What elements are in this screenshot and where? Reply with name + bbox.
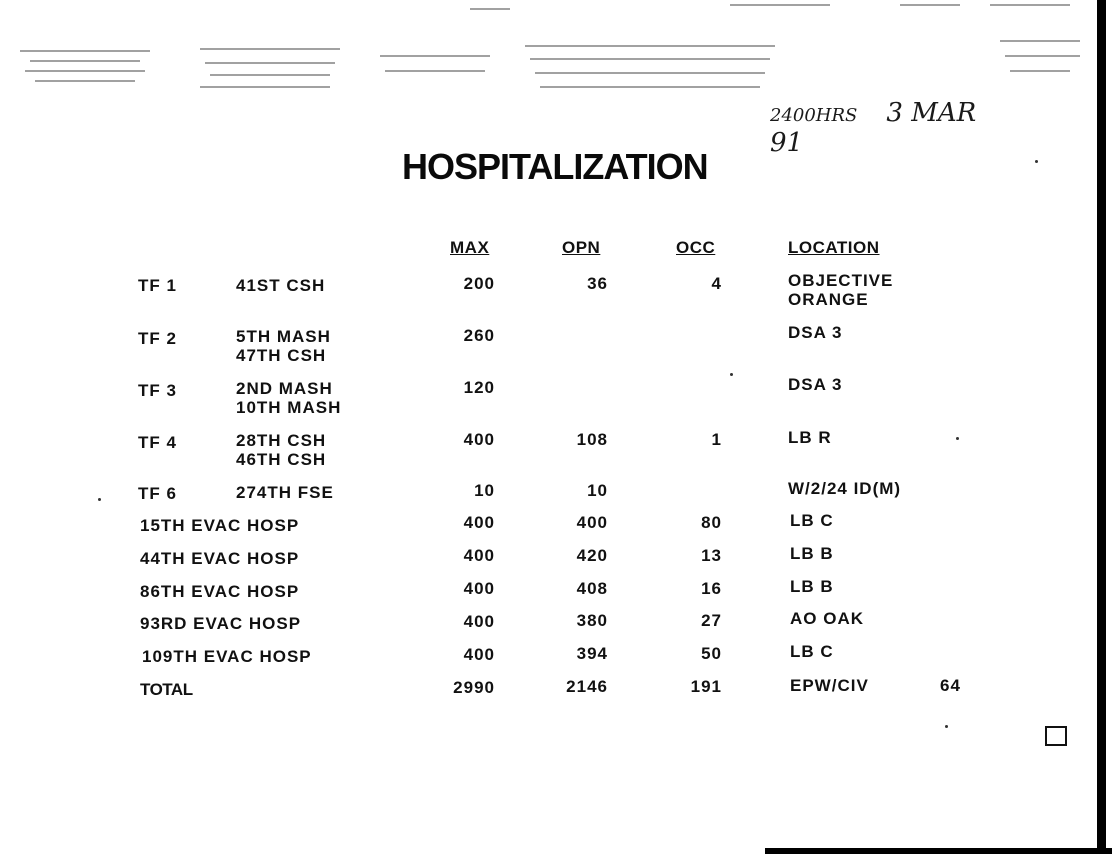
evac-name: 93RD EVAC HOSP [140,614,302,633]
row-location: OBJECTIVE [788,271,894,290]
row-tf: TF 2 [138,329,177,348]
scan-edge-right [1097,0,1106,852]
evac-name: 15TH EVAC HOSP [140,516,300,535]
speck [956,437,959,440]
row-unit: 5TH MASH [236,327,331,346]
header-max: MAX [450,238,490,257]
row-max: 120 [463,378,495,397]
handwritten-timestamp [770,98,1010,158]
speck [1035,160,1038,163]
checkbox-square [1045,726,1067,746]
evac-location: LB B [790,577,834,596]
evac-opn: 394 [576,644,608,663]
row-location: DSA 3 [788,375,843,394]
evac-occ: 50 [701,644,722,663]
evac-opn: 408 [576,579,608,598]
evac-location: LB B [790,544,834,563]
total-opn: 2146 [566,677,608,696]
evac-opn: 400 [576,513,608,532]
row-unit: 28TH CSH [236,431,327,450]
evac-max: 400 [463,579,495,598]
row-tf: TF 3 [138,381,177,400]
evac-max: 400 [463,513,495,532]
evac-occ: 80 [701,513,722,532]
evac-max: 400 [463,546,495,565]
row-max: 10 [474,481,495,500]
evac-max: 400 [463,645,495,664]
row-tf: TF 1 [138,276,177,295]
scan-edge-bottom [765,848,1112,854]
row-unit: 2ND MASH [236,379,333,398]
row-max: 400 [463,430,495,449]
evac-occ: 16 [701,579,722,598]
handwritten-date: 3 MAR 91 [770,98,977,158]
row-location: W/2/24 ID(M) [788,479,902,498]
evac-max: 400 [463,612,495,631]
row-unit: 41ST CSH [236,276,326,295]
evac-opn: 420 [576,546,608,565]
page-title: HOSPITALIZATION [402,146,708,187]
row-opn: 108 [576,430,608,449]
evac-occ: 13 [701,546,722,565]
header-opn: OPN [562,238,601,257]
header-location: LOCATION [788,238,880,257]
row-occ: 4 [711,274,722,293]
speck [730,373,733,376]
evac-location: AO OAK [790,609,864,628]
row-occ: 1 [711,430,722,449]
total-max: 2990 [453,678,495,697]
row-unit-line2: 46TH CSH [236,450,327,469]
evac-location: LB C [790,511,834,530]
evac-occ: 27 [701,611,722,630]
evac-opn: 380 [576,611,608,630]
row-unit-line2: 47TH CSH [236,346,327,365]
row-max: 200 [463,274,495,293]
evac-name: 109TH EVAC HOSP [142,647,312,666]
header-occ: OCC [676,238,716,257]
total-extra: 64 [940,676,961,695]
total-label: TOTAL [140,680,193,699]
row-location-line2: ORANGE [788,290,869,309]
handwritten-time: 2400HRS [770,105,858,126]
evac-location: LB C [790,642,834,661]
row-max: 260 [463,326,495,345]
row-tf: TF 6 [138,484,177,503]
total-location: EPW/CIV [790,676,869,695]
row-unit: 274TH FSE [236,483,334,502]
speck [98,498,101,501]
evac-name: 86TH EVAC HOSP [140,582,300,601]
row-opn: 10 [587,481,608,500]
row-unit-line2: 10TH MASH [236,398,342,417]
row-opn: 36 [587,274,608,293]
evac-name: 44TH EVAC HOSP [140,549,300,568]
speck [945,725,948,728]
total-occ: 191 [690,677,722,696]
row-location: DSA 3 [788,323,843,342]
row-location: LB R [788,428,832,447]
row-tf: TF 4 [138,433,177,452]
